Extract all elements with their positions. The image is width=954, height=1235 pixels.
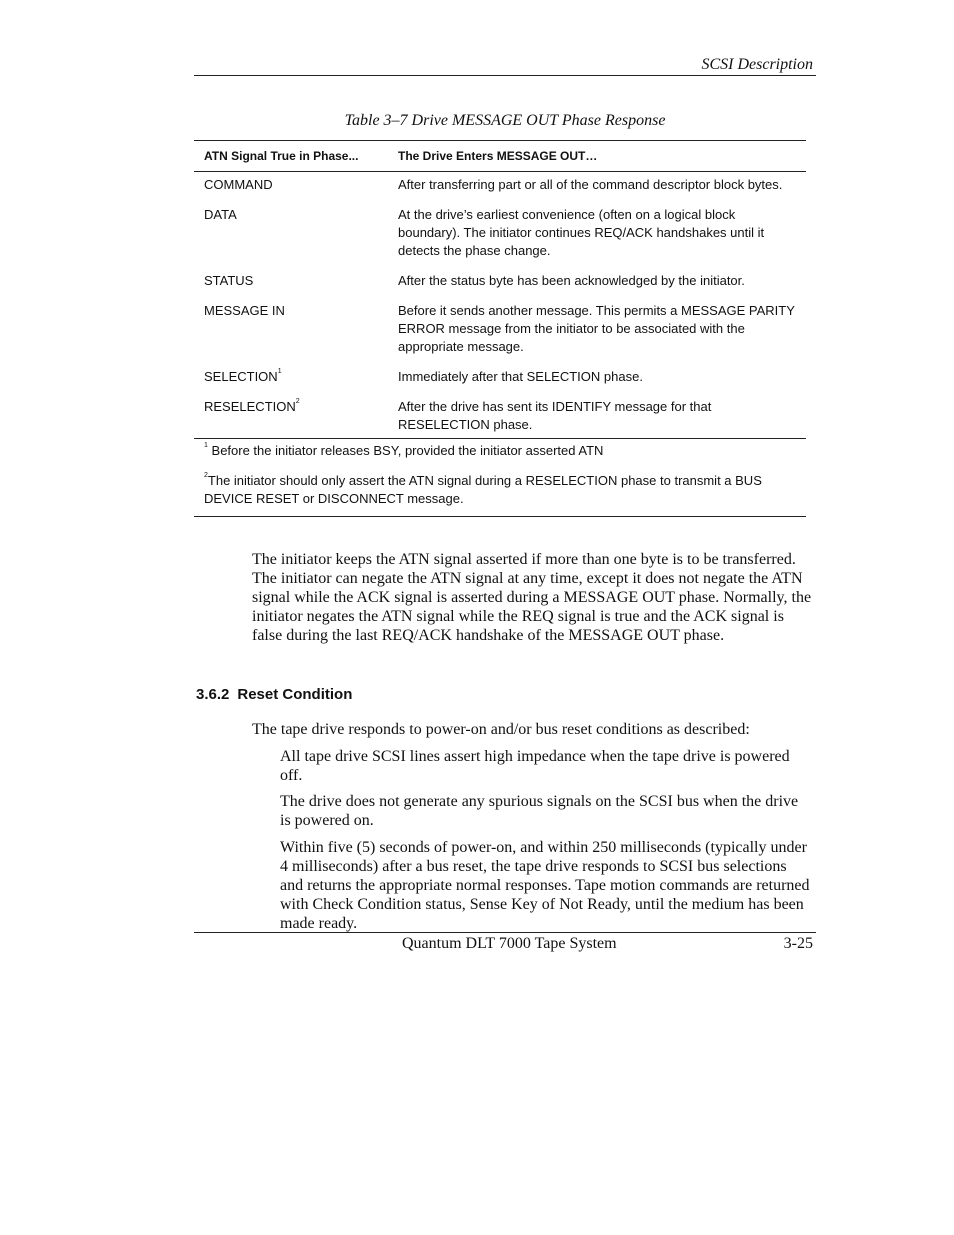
table-row	[194, 272, 806, 290]
phase-cell	[194, 206, 398, 260]
section-number: 3.6.2	[196, 686, 230, 703]
response-cell: Before it sends another message. This permits a MESSAGE PARITY ERROR message from the initiator to be associated with the appropriate message.	[398, 303, 795, 354]
body-paragraph: The tape drive responds to power-on and/or bus reset conditions as described:	[252, 721, 750, 738]
response-cell: After the drive has sent its IDENTIFY message for that RESELECTION phase.	[398, 399, 712, 432]
page-number: 3-25	[783, 935, 813, 952]
footnote-text: The initiator should only assert the ATN signal during a RESELECTION phase to transmit a BUS DEVICE RESET or DISCONNECT message.	[204, 473, 762, 506]
table-caption: Table 3–7 Drive MESSAGE OUT Phase Response	[344, 112, 666, 129]
table-bottom-rule	[194, 516, 806, 517]
phase-cell	[194, 176, 398, 194]
response-cell: Immediately after that SELECTION phase.	[398, 369, 643, 384]
footnote-mark: 2	[204, 472, 208, 479]
table-row	[194, 368, 806, 386]
response-cell: After the status byte has been acknowledged by the initiator.	[398, 273, 745, 288]
table-row	[194, 176, 806, 194]
response-cell: After transferring part or all of the command descriptor block bytes.	[398, 177, 783, 192]
section-title: Reset Condition	[237, 686, 353, 703]
table-footnote	[194, 439, 806, 460]
phase-cell	[194, 398, 398, 434]
phase-label: COMMAND	[204, 177, 273, 192]
phase-label: SELECTION	[204, 369, 278, 384]
list-item: All tape drive SCSI lines assert high impedance when the tape drive is powered off.	[280, 748, 790, 784]
section-heading	[196, 686, 352, 703]
running-header: SCSI Description	[701, 56, 813, 73]
phase-cell	[194, 368, 398, 386]
table-row	[194, 398, 806, 434]
footnote-mark: 1	[204, 442, 208, 449]
body-paragraph: The initiator keeps the ATN signal asserted if more than one byte is to be transferred. The initiator can negate the ATN signal at any time, except it does not negate the ATN signal while the ACK signal is asserted during a MESSAGE OUT phase. Normally, the initiator negates the ATN signal while the REQ signal is true and the ACK signal is false during the last REQ/ACK handshake of the MESSAGE OUT phase.	[252, 551, 812, 644]
phase-label: RESELECTION	[204, 399, 296, 414]
table-row	[194, 206, 806, 260]
list-item: Within five (5) seconds of power-on, and within 250 milliseconds (typically under 4 milliseconds) after a bus reset, the tape drive responds to SCSI bus selections and returns the appropriate normal responses. Tape motion commands are returned with Check Condition status, Sense Key of Not Ready, until the medium has been made ready.	[280, 839, 810, 932]
footnote-marker: 1	[277, 368, 282, 375]
column-header-phase: ATN Signal True in Phase...	[204, 149, 359, 163]
footer-title: Quantum DLT 7000 Tape System	[402, 935, 617, 952]
footnote-text: Before the initiator releases BSY, provided the initiator asserted ATN	[207, 443, 604, 458]
footnote-marker: 2	[295, 398, 300, 405]
phase-label: STATUS	[204, 273, 254, 288]
table-header-row	[194, 141, 806, 171]
table-footnote	[194, 460, 806, 516]
response-cell: At the drive’s earliest convenience (often on a logical block boundary). The initiator continues REQ/ACK handshakes until it detects the phase change.	[398, 207, 765, 258]
list-item: The drive does not generate any spurious signals on the SCSI bus when the drive is powered on.	[280, 793, 799, 829]
footer-rule	[194, 932, 816, 933]
header-rule	[194, 75, 816, 76]
phase-cell	[194, 272, 398, 290]
phase-cell	[194, 302, 398, 356]
table-row	[194, 302, 806, 356]
phase-label: DATA	[204, 207, 237, 222]
table-body	[194, 172, 806, 438]
message-out-table	[194, 140, 806, 517]
phase-label: MESSAGE IN	[204, 303, 285, 318]
column-header-response: The Drive Enters MESSAGE OUT…	[398, 149, 598, 163]
